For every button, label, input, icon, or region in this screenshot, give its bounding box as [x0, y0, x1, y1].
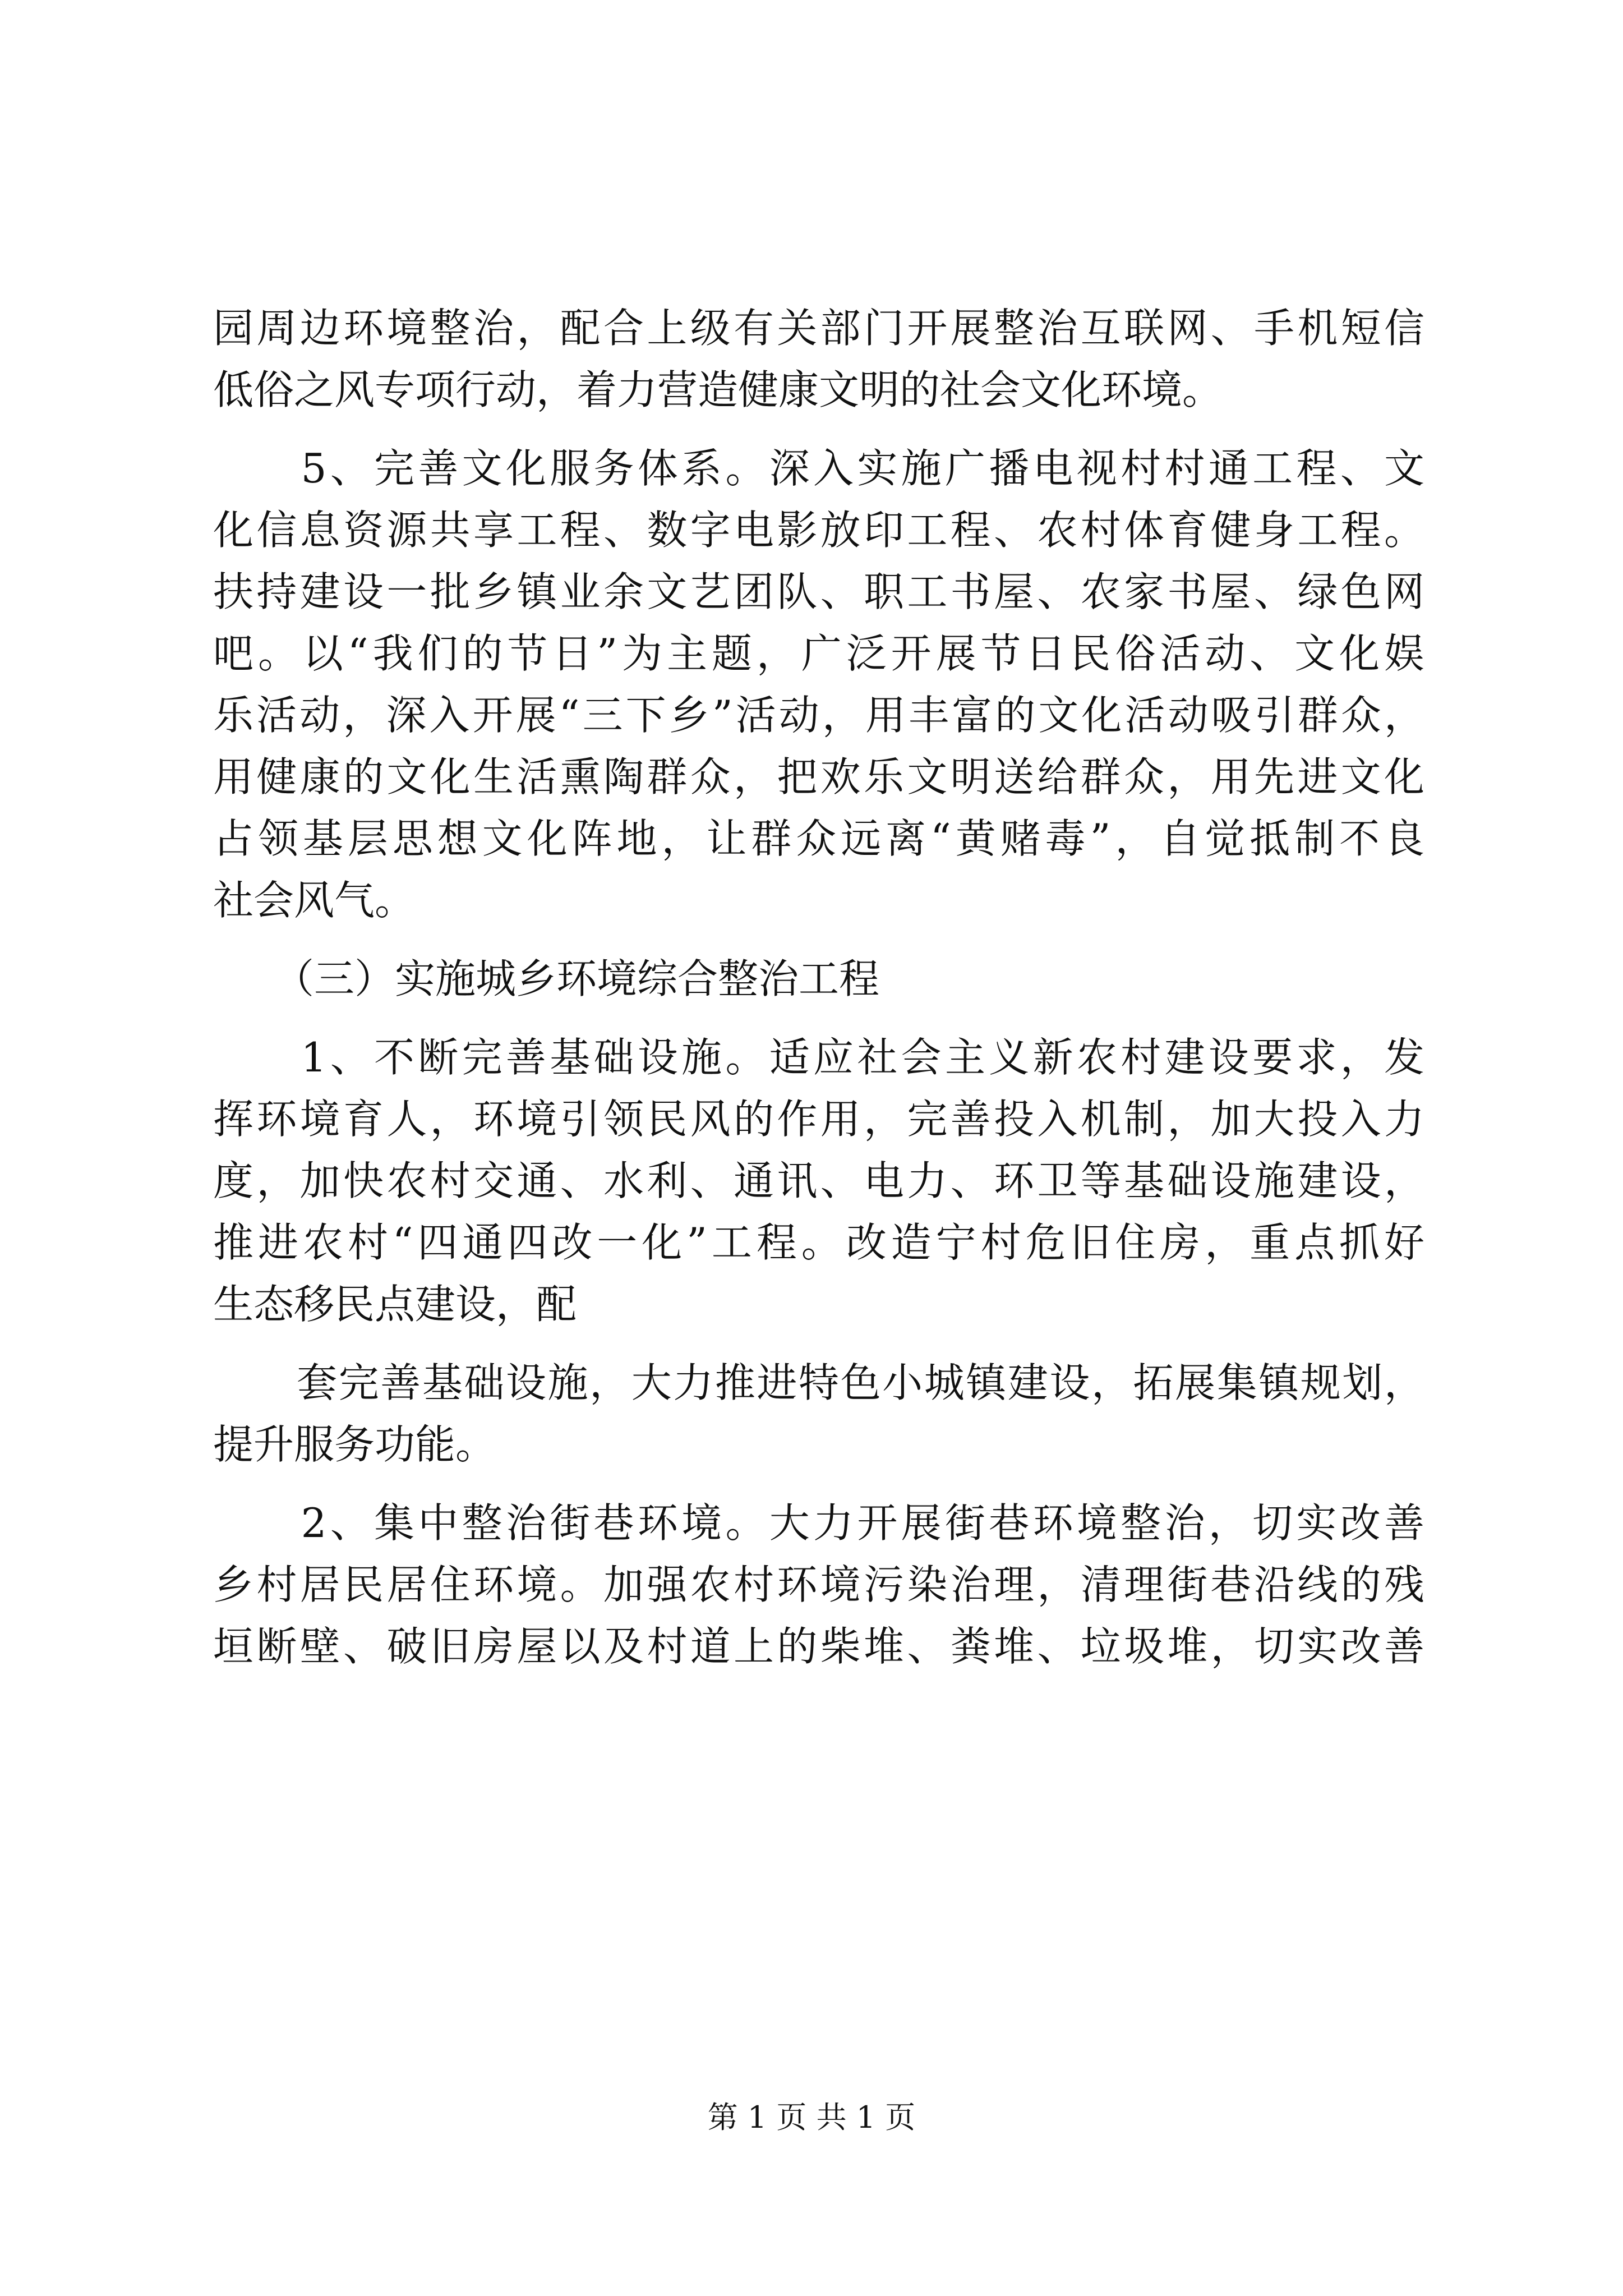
page-number-label: 第 1 页 共 1 页 — [707, 2100, 916, 2135]
text-line: 度，加快农村交通、水利、通讯、电力、环卫等基础设施建设， — [213, 1157, 1424, 1204]
section-heading: （三）实施城乡环境综合整治工程 — [213, 955, 880, 1002]
text-line: 乐活动，深入开展“三下乡”活动，用丰富的文化活动吸引群众， — [213, 692, 1424, 739]
text-line: 套完善基础设施，大力推进特色小城镇建设，拓展集镇规划， — [213, 1359, 1424, 1406]
page-footer — [0, 2098, 1623, 2137]
text-line: 垣断壁、破旧房屋以及村道上的柴堆、粪堆、垃圾堆，切实改善 — [213, 1623, 1424, 1670]
text-line: 生态移民点建设，配 — [213, 1281, 577, 1328]
text-line: 用健康的文化生活熏陶群众，把欢乐文明送给群众，用先进文化 — [213, 753, 1424, 800]
text-line: 1、不断完善基础设施。适应社会主义新农村建设要求，发 — [213, 1034, 1424, 1081]
text-line: 化信息资源共享工程、数字电影放印工程、农村体育健身工程。 — [213, 507, 1424, 554]
text-line: 2、集中整治街巷环境。大力开展街巷环境整治，切实改善 — [213, 1499, 1424, 1547]
text-line: 5、完善文化服务体系。深入实施广播电视村村通工程、文 — [213, 445, 1424, 492]
text-line: 占领基层思想文化阵地，让群众远离“黄赌毒”，自觉抵制不良 — [213, 815, 1424, 862]
text-line: 乡村居民居住环境。加强农村环境污染治理，清理街巷沿线的残 — [213, 1561, 1424, 1608]
text-line: 扶持建设一批乡镇业余文艺团队、职工书屋、农家书屋、绿色网 — [213, 568, 1424, 615]
text-line: 挥环境育人，环境引领民风的作用，完善投入机制，加大投入力 — [213, 1096, 1424, 1143]
text-line: 园周边环境整治，配合上级有关部门开展整治互联网、手机短信 — [213, 305, 1424, 352]
text-line: 推进农村“四通四改一化”工程。改造宁村危旧住房，重点抓好 — [213, 1219, 1424, 1266]
body-text — [213, 297, 1424, 1677]
text-line: 低俗之风专项行动，着力营造健康文明的社会文化环境。 — [213, 366, 1223, 413]
text-line: 吧。以“我们的节日”为主题，广泛开展节日民俗活动、文化娱 — [213, 630, 1424, 677]
text-line: 社会风气。 — [213, 877, 416, 924]
text-line: 提升服务功能。 — [213, 1421, 496, 1468]
